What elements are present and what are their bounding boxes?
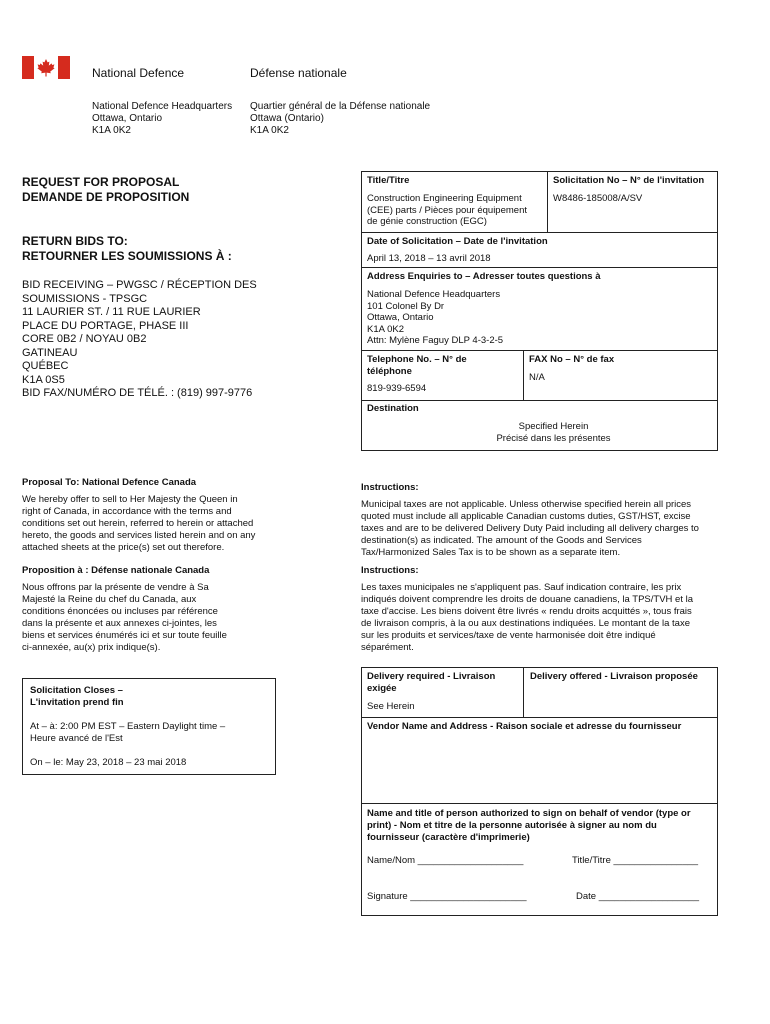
fax-label: FAX No – N° de fax	[529, 354, 615, 365]
hq-address-fr: Quartier général de la Défense nationale Ottawa (Ontario) K1A 0K2	[250, 101, 431, 136]
solicitation-date-label: Date of Solicitation – Date de l'invitation	[367, 236, 548, 247]
rfp-title: REQUEST FOR PROPOSAL DEMANDE DE PROPOSITION	[22, 175, 190, 204]
bid-receiving-address: BID RECEIVING – PWGSC / RÉCEPTION DES SOUMISSIONS - TPSGC 11 LAURIER ST. / 11 RUE LAURIER PLACE DU PORTAGE, PHASE III CORE 0B2 / NOYAU 0B2 GATINEAU QUÉBEC K1A 0S5 BID FAX/NUMÉRO DE TÉLÉ. : (819) 997-9776	[22, 279, 257, 399]
telephone-value: 819-939-6594	[367, 383, 427, 394]
title-value: Construction Engineering Equipment (CEE) parts / Pièces pour équipement de génie construction (EGC)	[367, 193, 527, 227]
date-field[interactable]: Date ___________________	[576, 891, 700, 902]
name-field[interactable]: Name/Nom ____________________	[367, 855, 524, 866]
title-field[interactable]: Title/Titre ________________	[572, 855, 699, 866]
destination-label: Destination	[367, 403, 419, 414]
hq-address-en: National Defence Headquarters Ottawa, Ontario K1A 0K2	[92, 101, 233, 136]
vendor-box	[361, 667, 718, 916]
department-name-en: National Defence	[92, 66, 185, 80]
telephone-label: Telephone No. – N° de téléphone	[367, 354, 467, 377]
signature-field[interactable]: Signature ______________________	[367, 891, 527, 902]
closes-title: Solicitation Closes – L'invitation prend fin	[30, 685, 124, 708]
solicitation-number-value: W8486-185008/A/SV	[553, 193, 643, 204]
enquiries-label: Address Enquiries to – Adresser toutes questions à	[367, 271, 601, 282]
delivery-required-label: Delivery required - Livraison exigée	[367, 671, 496, 694]
fax-value: N/A	[529, 372, 545, 383]
instructions-en-title: Instructions:	[361, 482, 419, 493]
title-label: Title/Titre	[367, 175, 410, 186]
solicitation-date-value: April 13, 2018 – 13 avril 2018	[367, 253, 491, 264]
proposal-to-fr-text: Nous offrons par la présente de vendre à Sa Majesté la Reine du chef du Canada, aux conditions énoncées ou incluses par référence dans la présente et aux annexes ci-jointes, les biens et services énumérés ici et sur toute feuille ci-annexée, au(x) prix indique(s).	[22, 582, 227, 653]
authorized-person-label: Name and title of person authorized to sign on behalf of vendor (type or print) - Nom et titre de la personne autorisée à signer au nom du fournisseur (caractère d'imprimerie)	[367, 808, 691, 843]
proposal-to-en-title: Proposal To: National Defence Canada	[22, 477, 197, 488]
delivery-required-value: See Herein	[367, 701, 415, 712]
instructions-en-text: Municipal taxes are not applicable. Unless otherwise specified herein all prices quoted must include all applicable Canadian customs duties, GST/HST, excise taxes and are to be delivered Delivery Duty Paid including all delivery charges to destination(s) as indicated. The amount of the Goods and Services Tax/Harmonized Sales Tax is to be shown as a separate item.	[361, 499, 699, 558]
closes-date: On – le: May 23, 2018 – 23 mai 2018	[30, 757, 187, 768]
instructions-fr-text: Les taxes municipales ne s'appliquent pas. Sauf indication contraire, les prix indiqués doivent comprendre les droits de douane canadiens, la TPS/TVH et la taxe d'accise. Les biens doivent être livrés « rendu droits acquittés », tous frais de livraison compris, à la ou aux destinations indiquées. Le montant de la taxe sur les produits et services/taxe de vente harmonisée doit être indiqué séparément.	[361, 582, 693, 653]
delivery-offered-label: Delivery offered - Livraison proposée	[530, 671, 698, 682]
return-bids-title: RETURN BIDS TO: RETOURNER LES SOUMISSIONS À :	[22, 234, 232, 263]
canada-flag-logo	[22, 56, 70, 79]
proposal-to-en-text: We hereby offer to sell to Her Majesty the Queen in right of Canada, in accordance with the terms and conditions set out herein, referred to herein or attached hereto, the goods and services listed herein and on any attached sheets at the price(s) set out therefore.	[22, 494, 256, 553]
vendor-name-address-label: Vendor Name and Address - Raison sociale et adresse du fournisseur	[367, 721, 682, 732]
closes-time: At – à: 2:00 PM EST – Eastern Daylight time – Heure avancé de l'Est	[30, 721, 226, 744]
department-name-fr: Défense nationale	[250, 66, 347, 80]
enquiries-address: National Defence Headquarters 101 Colonel By Dr Ottawa, Ontario K1A 0K2 Attn: Mylène Faguy DLP 4-3-2-5	[367, 289, 504, 346]
solicitation-number-label: Solicitation No – N° de l'invitation	[553, 175, 705, 186]
proposal-to-fr-title: Proposition à : Défense nationale Canada	[22, 565, 210, 576]
destination-value: Specified Herein Précisé dans les présentes	[496, 421, 611, 444]
instructions-fr-title: Instructions:	[361, 565, 419, 576]
